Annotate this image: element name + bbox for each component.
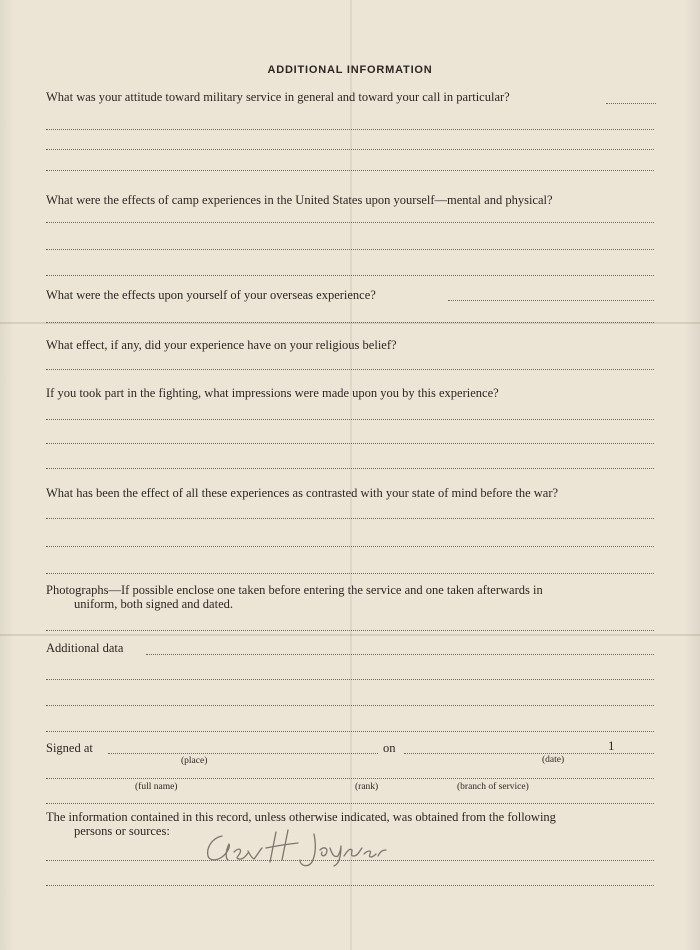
question-attitude: What was your attitude toward military service in general and toward your call in particular? <box>46 90 510 104</box>
on-label: on <box>383 741 396 755</box>
full-name-caption: (full name) <box>135 782 178 792</box>
question-overall-effect: What has been the effect of all these experiences as contrasted with your state of mind before the war? <box>46 486 559 500</box>
answer-line[interactable] <box>46 249 654 250</box>
signed-at-label: Signed at <box>46 741 93 755</box>
answer-line[interactable] <box>46 705 654 706</box>
answer-line[interactable] <box>46 222 654 223</box>
additional-data-line[interactable] <box>146 654 654 655</box>
answer-line[interactable] <box>46 679 654 680</box>
name-rank-branch-line[interactable] <box>46 778 654 779</box>
answer-line[interactable] <box>46 419 654 420</box>
answer-line <box>606 103 656 104</box>
photographs-instruction-continued: uniform, both signed and dated. <box>74 597 233 611</box>
branch-caption: (branch of service) <box>457 782 529 792</box>
photographs-instruction: Photographs—If possible enclose one taken before entering the service and one taken afterwards in <box>46 583 543 597</box>
answer-line[interactable] <box>46 803 654 804</box>
answer-line <box>448 300 654 301</box>
paper-fold <box>350 0 352 950</box>
information-source-statement: The information contained in this record, unless otherwise indicated, was obtained from the following <box>46 810 556 824</box>
answer-line[interactable] <box>46 731 654 732</box>
signed-place-field[interactable] <box>108 753 378 754</box>
answer-line[interactable] <box>46 129 654 130</box>
additional-data-label: Additional data <box>46 641 124 655</box>
information-source-statement-continued: persons or sources: <box>74 824 170 838</box>
rank-caption: (rank) <box>355 782 379 792</box>
handwritten-signature <box>202 826 392 868</box>
date-year-prefix: 1 <box>608 738 615 753</box>
answer-line[interactable] <box>46 149 654 150</box>
answer-line[interactable] <box>46 275 654 276</box>
answer-line[interactable] <box>46 170 654 171</box>
answer-line[interactable] <box>46 369 654 370</box>
answer-line[interactable] <box>46 443 654 444</box>
answer-line[interactable] <box>46 468 654 469</box>
question-overseas: What were the effects upon yourself of your overseas experience? <box>46 288 376 302</box>
answer-line[interactable] <box>46 546 654 547</box>
question-camp-effects: What were the effects of camp experiences in the United States upon yourself—mental and physical? <box>46 193 553 207</box>
question-religious: What effect, if any, did your experience have on your religious belief? <box>46 338 397 352</box>
answer-line[interactable] <box>46 322 654 323</box>
date-caption: (date) <box>542 755 565 765</box>
answer-line[interactable] <box>46 573 654 574</box>
source-line[interactable] <box>46 885 654 886</box>
place-caption: (place) <box>181 756 208 766</box>
page-title: ADDITIONAL INFORMATION <box>267 64 433 76</box>
question-fighting: If you took part in the fighting, what impressions were made upon you by this experience? <box>46 386 499 400</box>
answer-line[interactable] <box>46 518 654 519</box>
answer-line[interactable] <box>46 630 654 631</box>
signed-date-field[interactable] <box>404 753 654 754</box>
